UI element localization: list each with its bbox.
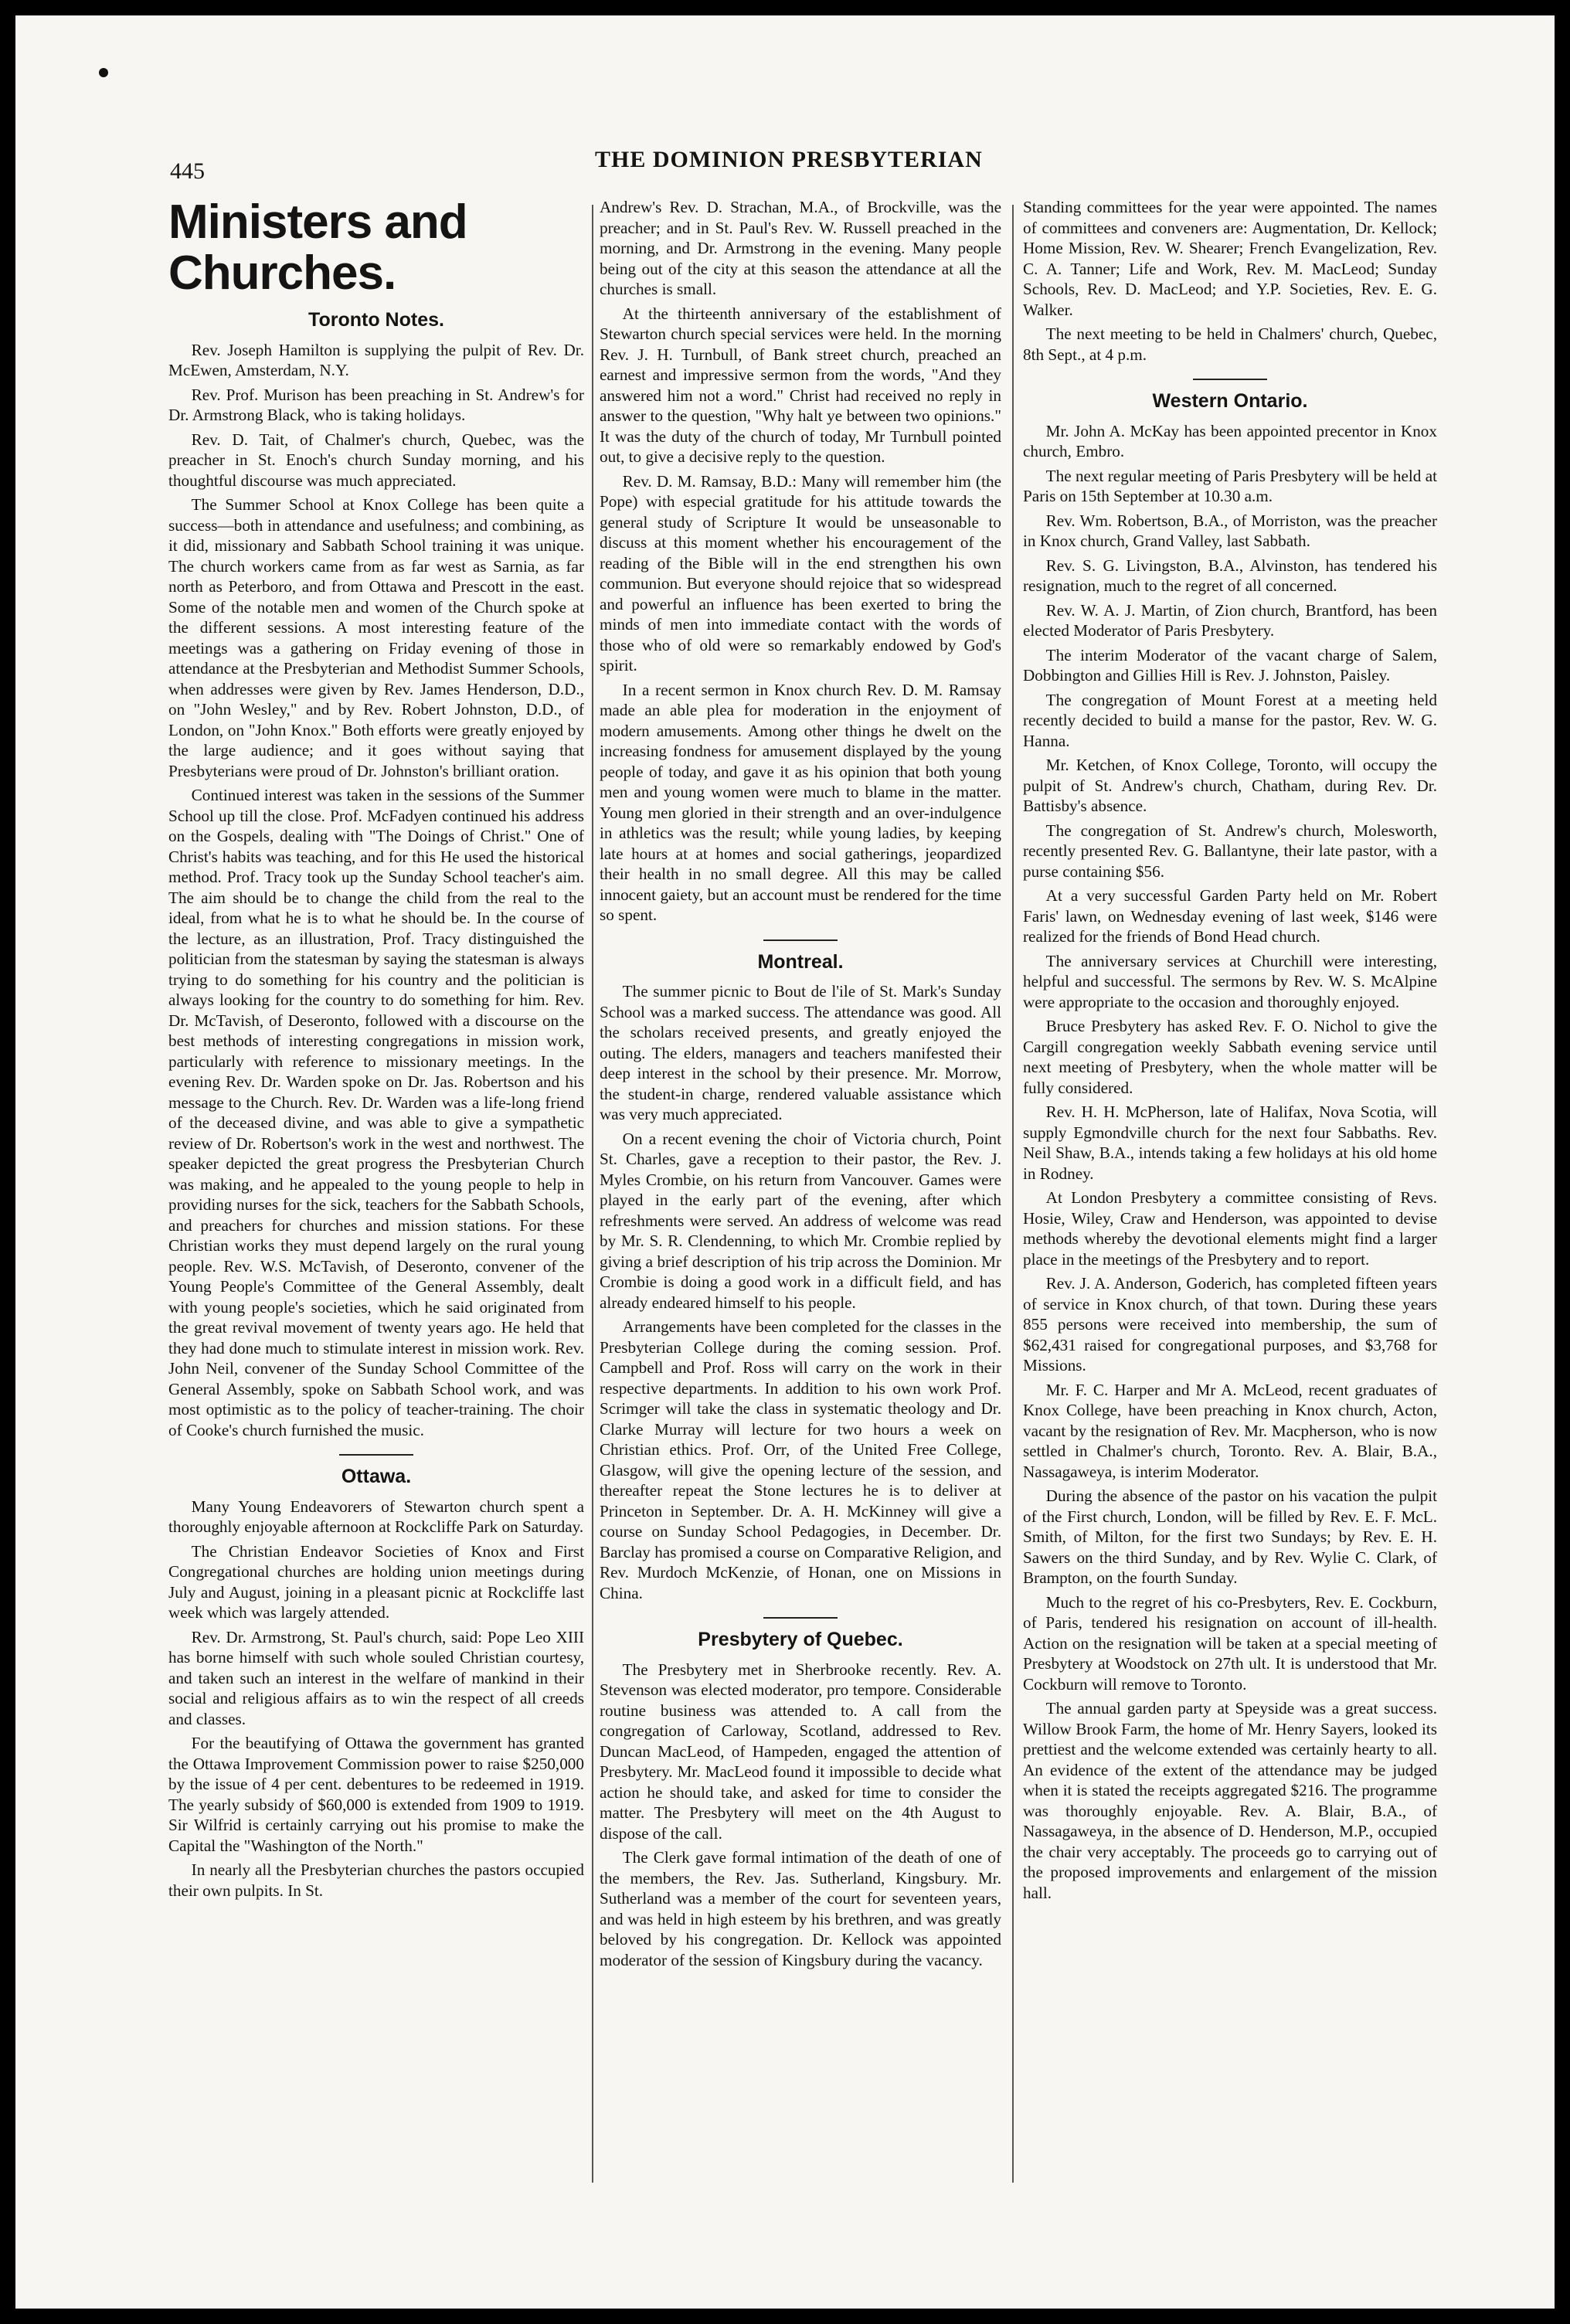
paragraph: The next meeting to be held in Chalmers' church, Quebec, 8th Sept., at 4 p.m. [1023, 324, 1437, 364]
paragraph: The Clerk gave formal intimation of the death of one of the members, the Rev. Jas. Sutherland, Kingsbury. Mr. Sutherland was a member of the court for seventeen years, and was held in high esteem by his brethren, and was greatly beloved by his congregation. Dr. Kellock was appointed moderator of the session of Kingsbury during the vacancy. [600, 1848, 1001, 1969]
ottawa-notes [168, 1497, 584, 1901]
paragraph: At the thirteenth anniversary of the establishment of Stewarton church special services were held. In the morning Rev. J. H. Turnbull, of Bank street church, preached an earnest and impressive sermon from the words, "And they answered him not a word." Christ had received no reply in answer to the question, "Why halt ye between two opinions." It was the duty of the church of today, Mr Turnbull pointed out, to give a decisive reply to the question. [600, 304, 1001, 466]
western-ontario-notes [1023, 421, 1437, 1904]
section-rule [763, 939, 838, 941]
quebec-notes [600, 1660, 1001, 1971]
paragraph: The Summer School at Knox College has been quite a success—both in attendance and usefulness; and combining, as it did, missionary and Sabbath School training it was unique. The church workers came from as far west as Sarnia, as far north as Peterboro, and from Ottawa and Prescott in the east. Some of the notable men and women of the Church spoke at the different sessions. A most interesting feature of the meetings was a gathering on Friday evening of those in attendance at the Presbyterian and Methodist Summer Schools, when addresses were given by Rev. James Henderson, D.D., on "John Wesley," and by Rev. Robert Johnston, D.D., of London, on "John Knox." Both efforts were greatly enjoyed by the large audience; and it goes without saying that Presbyterians were proud of Dr. Johnston's brilliant oration. [168, 495, 584, 780]
paragraph: Rev. J. A. Anderson, Goderich, has completed fifteen years of service in Knox church, of that town. During these years 855 persons were received into membership, the sum of $62,431 raised for congregational purposes, and $3,768 for Missions. [1023, 1274, 1437, 1374]
paragraph: Rev. D. M. Ramsay, B.D.: Many will remember him (the Pope) with especial gratitude for his attitude towards the general study of Scripture It would be unseasonable to discuss at this moment whether his encouragement of the reading of the Bible will in the end strengthen his own communion. But everyone should rejoice that so widespread and powerful an influence has been exerted to bring the minds of men into immediate contact with the words of those who of old were so remarkably endowed by God's spirit. [600, 471, 1001, 674]
paragraph: At London Presbytery a committee consisting of Revs. Hosie, Wiley, Craw and Henderson, was appointed to devise methods whereby the devotional elements might find a larger place in the meetings of the Presbytery and to report. [1023, 1188, 1437, 1269]
paragraph: Continued interest was taken in the sessions of the Summer School up till the close. Prof. McFadyen continued his address on the Gospels, dealing with "The Doings of Christ." One of Christ's habits was teaching, and for this He used the historical method. Prof. Tracy took up the Sunday School teacher's aim. The aim should be to change the child from the real to the ideal, from what he is to what he should be. In the course of the lecture, as an illustration, Prof. Tracy distinguished the politician from the statesman by saying the statesman is always trying to do something for his country and the politician is always looking for the country to do something for him. Rev. Dr. McTavish, of Deseronto, followed with a discourse on the best methods of interesting congregations in mission work, particularly with reference to missionary meetings. In the evening Rev. Dr. Warden spoke on Dr. Jas. Robertson and his message to the Church. Rev. Dr. Warden was a life-long friend of the deceased divine, and was able to give a sympathetic review of Dr. Robertson's work in the west and northwest. The speaker depicted the great progress the Presbyterian Church was making, and he appealed to the young people to help in providing nurses for the sick, teachers for the Sabbath Schools, and preachers for churches and mission stations. For these Christian works they must depend largely on the rural young people. Rev. W.S. McTavish, of Deseronto, convener of the Young People's Committee of the General Assembly, dealt with young people's societies, which he said originated from the great revival movement of twenty years ago. He held that they had done much to stimulate interest in mission work. Rev. John Neil, convener of the Sunday School Committee of the General Assembly, spoke on Sabbath School work, and was most optimistic as to the policy of teacher-training. The choir of Cooke's church furnished the music. [168, 786, 584, 1439]
ottawa-notes-continued [600, 197, 1001, 926]
heading-presbytery-of-quebec: Presbytery of Quebec. [698, 1629, 903, 1650]
paragraph: The Christian Endeavor Societies of Knox and First Congregational churches are holding union meetings during July and August, joining in a pleasant picnic at Rockcliffe last week which was largely attended. [168, 1541, 584, 1622]
running-head: THE DOMINION PRESBYTERIAN [595, 147, 983, 172]
column-3 [1023, 197, 1437, 1907]
paragraph: Rev. S. G. Livingston, B.A., Alvinston, has tendered his resignation, much to the regret of all concerned. [1023, 556, 1437, 595]
paragraph: Mr. John A. McKay has been appointed precentor in Knox church, Embro. [1023, 421, 1437, 460]
paragraph: Rev. Joseph Hamilton is supplying the pulpit of Rev. Dr. McEwen, Amsterdam, N.Y. [168, 340, 584, 379]
column-divider-1 [592, 205, 593, 2183]
paragraph: In a recent sermon in Knox church Rev. D. M. Ramsay made an able plea for moderation in the enjoyment of modern amusements. Among other things he dwelt on the increasing fondness for amusement displayed by the young people of today, and gave it as his opinion that both young men and young women were much to blame in the matter. Young men gloried in their strength and an over-indulgence in athletics was the result; while young ladies, by keeping late hours at at homes and social gatherings, jeopardized their health in no small degree. All this may be called innocent gaiety, but an account must be rendered for the time so spent. [600, 680, 1001, 924]
toronto-notes [168, 340, 584, 1441]
section-rule [763, 1617, 838, 1619]
paragraph: Arrangements have been completed for the classes in the Presbyterian College during the coming session. Prof. Campbell and Prof. Ross will carry on the work in their respective departments. In addition to his own work Prof. Scrimger will take the class in systematic theology and Dr. Clarke Murray will lecture for two hours a week on Christian ethics. Prof. Orr, of the United Free College, Glasgow, will give the opening lecture of the session, and thereafter repeat the Stone lectures he is to deliver at Princeton in September. Dr. A. H. McKinney will give a course on Sunday School Pedagogies, in December. Dr. Barclay has promised a course on Comparative Religion, and Rev. Murdoch McKenzie, of Honan, one on Missions in China. [600, 1317, 1001, 1602]
paragraph: Many Young Endeavorers of Stewarton church spent a thoroughly enjoyable afternoon at Rockcliffe Park on Saturday. [168, 1497, 584, 1536]
paragraph: Rev. D. Tait, of Chalmer's church, Quebec, was the preacher in St. Enoch's church Sunday morning, and his thoughtful discourse was much appreciated. [168, 430, 584, 490]
section-rule [339, 1454, 413, 1456]
paragraph: During the absence of the pastor on his vacation the pulpit of the First church, London, will be filled by Rev. E. F. McL. Smith, of Milton, for the first two Sundays; by Rev. E. H. Sawers on the third Sunday, and by Rev. Wylie C. Clark, of Brampton, on the fourth Sunday. [1023, 1486, 1437, 1587]
paragraph: For the beautifying of Ottawa the government has granted the Ottawa Improvement Commission power to raise $250,000 by the issue of 4 per cent. debentures to be redeemed in 1919. The yearly subsidy of $60,000 is extended from 1909 to 1919. Sir Wilfrid is certainly carrying out his promise to make the Capital the "Washington of the North." [168, 1734, 584, 1855]
paragraph: The congregation of St. Andrew's church, Molesworth, recently presented Rev. G. Ballantyne, their late pastor, with a purse containing $56. [1023, 821, 1437, 881]
paragraph: On a recent evening the choir of Victoria church, Point St. Charles, gave a reception to their pastor, the Rev. J. Myles Crombie, on his return from Vancouver. Games were played in the early part of the evening, after which refreshments were served. An address of welcome was read by Mr. S. R. Clendenning, to which Mr. Crombie replied by giving a brief description of his trip across the Dominion. Mr Crombie is doing a good work in a difficult field, and has already endeared himself to his people. [600, 1129, 1001, 1312]
heading-ottawa: Ottawa. [341, 1466, 412, 1487]
quebec-notes-continued [1023, 197, 1437, 365]
montreal-notes [600, 981, 1001, 1603]
paragraph: Andrew's Rev. D. Strachan, M.A., of Brockville, was the preacher; and in St. Paul's Rev. W. Russell preached in the morning, and Dr. Armstrong in the evening. Many people being out of the city at this season the attendance at all the churches is small. [600, 198, 1001, 298]
section-title: Ministers and Churches. [168, 195, 467, 300]
paragraph: Rev. Prof. Murison has been preaching in St. Andrew's for Dr. Armstrong Black, who is taking holidays. [168, 385, 584, 424]
page-number: 445 [170, 158, 205, 184]
paragraph: The interim Moderator of the vacant charge of Salem, Dobbington and Gillies Hill is Rev. J. Johnston, Paisley. [1023, 645, 1437, 685]
heading-toronto-notes: Toronto Notes. [308, 309, 444, 331]
paragraph: Rev. Wm. Robertson, B.A., of Morriston, was the preacher in Knox church, Grand Valley, last Sabbath. [1023, 511, 1437, 550]
paragraph: The anniversary services at Churchill were interesting, helpful and successful. The sermons by Rev. W. S. McAlpine were appropriate to the occasion and thoroughly enjoyed. [1023, 951, 1437, 1011]
section-rule [1193, 379, 1267, 380]
paragraph: The annual garden party at Speyside was a great success. Willow Brook Farm, the home of Mr. Henry Sayers, looked its prettiest and the welcome extended was certainly hearty to all. An evidence of the extent of the attendance may be judged when it is stated the receipts aggregated $216. The programme was thoroughly enjoyable. Rev. A. Blair, B.A., of Nassagaweya, in the absence of D. Henderson, M.P., occupied the chair very acceptably. The proceeds go to carrying out of the proposed improvements and enlargement of the mission hall. [1023, 1699, 1437, 1902]
paragraph: Bruce Presbytery has asked Rev. F. O. Nichol to give the Cargill congregation weekly Sabbath evening service until next meeting of Presbytery, when the whole matter will be fully considered. [1023, 1017, 1437, 1097]
paragraph: At a very successful Garden Party held on Mr. Robert Faris' lawn, on Wednesday evening of last week, $146 were realized for the friends of Bond Head church. [1023, 886, 1437, 946]
column-divider-2 [1012, 205, 1014, 2183]
heading-western-ontario: Western Ontario. [1152, 390, 1308, 412]
paragraph: Mr. F. C. Harper and Mr A. McLeod, recent graduates of Knox College, have been preaching in Knox church, Acton, vacant by the resignation of Rev. Mr. Macpherson, who is now settled in Chalmer's church, Toronto. Rev. A. Blair, B.A., Nassagaweya, is interim Moderator. [1023, 1380, 1437, 1481]
paragraph: The next regular meeting of Paris Presbytery will be held at Paris on 15th September at 10.30 a.m. [1023, 466, 1437, 505]
paragraph: Rev. W. A. J. Martin, of Zion church, Brantford, has been elected Moderator of Paris Presbytery. [1023, 600, 1437, 640]
paragraph: In nearly all the Presbyterian churches the pastors occupied their own pulpits. In St. [168, 1860, 584, 1900]
heading-montreal: Montreal. [757, 950, 844, 973]
newspaper-page [15, 15, 1555, 2309]
paragraph: The congregation of Mount Forest at a meeting held recently decided to build a manse for the pastor, Rev. W. G. Hanna. [1023, 690, 1437, 750]
column-1 [168, 197, 584, 1904]
paragraph: Rev. H. H. McPherson, late of Halifax, Nova Scotia, will supply Egmondville church for the next four Sabbaths. Rev. Neil Shaw, B.A., intends taking a few holidays at his old home in Rodney. [1023, 1103, 1437, 1183]
ink-dot [99, 68, 108, 77]
paragraph: Standing committees for the year were appointed. The names of committees and conveners are: Augmentation, Dr. Kellock; Home Mission, Rev. W. Shearer; French Evangelization, Rev. C. A. Tanner; Life and Work, Rev. M. MacLeod; Sunday Schools, Rev. D. MacLeod; and Y.P. Societies, Rev. E. G. Walker. [1023, 198, 1437, 319]
paragraph: Mr. Ketchen, of Knox College, Toronto, will occupy the pulpit of St. Andrew's church, Chatham, during Rev. Dr. Battisby's absence. [1023, 756, 1437, 815]
paragraph: Much to the regret of his co-Presbyters, Rev. E. Cockburn, of Paris, tendered his resignation on account of ill-health. Action on the resignation will be taken at a special meeting of Presbytery at Woodstock on 27th ult. It is understood that Mr. Cockburn will remove to Toronto. [1023, 1592, 1437, 1694]
paragraph: Rev. Dr. Armstrong, St. Paul's church, said: Pope Leo XIII has borne himself with such whole souled Christian courtesy, and taken such an interest in the welfare of mankind in their social and religious affairs as to win the respect of all creeds and classes. [168, 1627, 584, 1728]
column-2 [600, 197, 1001, 1974]
paragraph: The Presbytery met in Sherbrooke recently. Rev. A. Stevenson was elected moderator, pro tempore. Considerable routine business was attended to. A call from the congregation of Carloway, Scotland, addressed to Rev. Duncan MacLeod, of Hampeden, engaged the attention of Presbytery. Mr. MacLeod found it impossible to decide what action he should take, and asked for time to consider the matter. The Presbytery will meet on the 4th August to dispose of the call. [600, 1660, 1001, 1843]
paragraph: The summer picnic to Bout de l'ile of St. Mark's Sunday School was a marked success. The attendance was good. All the scholars received presents, and greatly enjoyed the outing. The elders, managers and teachers manifested their deep interest in the school by their presence. Mr. Morrow, the student-in charge, rendered valuable assistance which was very much appreciated. [600, 982, 1001, 1123]
